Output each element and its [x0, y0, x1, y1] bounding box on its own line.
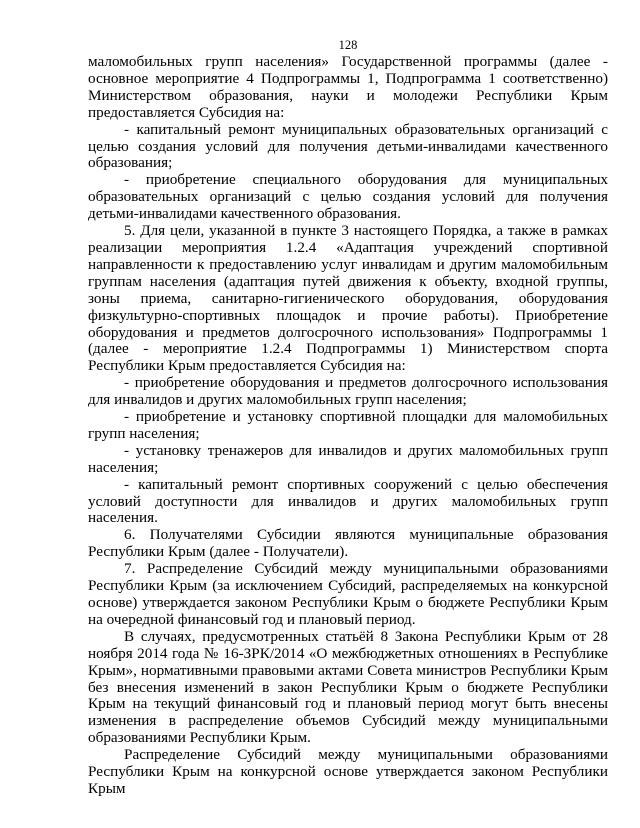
list-item-equipment-purchase: - приобретение оборудования и предметов долгосрочного использования для инвалидов и других маломобильных групп населения;: [88, 374, 608, 409]
paragraph-6: 6. Получателями Субсидии являются муниципальные образования Республики Крым (далее - Получатели).: [88, 526, 608, 561]
paragraph-7: 7. Распределение Субсидий между муниципальными образованиями Республики Крым (за исключением Субсидий, распределяемых на конкурсной основе) утверждается законом Республики Крым о бюджете Республики Крым на очередной финансовый год и плановый период.: [88, 560, 608, 628]
paragraph-cases: В случаях, предусмотренных статьёй 8 Закона Республики Крым от 28 ноября 2014 года № 16-ЗРК/2014 «О межбюджетных отношениях в Республике Крым», нормативными правовыми актами Совета министров Республики Крым без внесения изменений в закон Республики Крым о бюджете Республики Крым на текущий финансовый год и плановый период могут быть внесены изменения в распределение объемов Субсидий между муниципальными образованиями Республики Крым.: [88, 627, 608, 747]
paragraph-continuation: маломобильных групп населения» Государственной программы (далее - основное мероприятие 4 Подпрограммы 1, Подпрограмма 1 соответственно) Министерством образования, науки и молодежи Республики Крым предоставляется Субсидия на:: [88, 53, 608, 121]
paragraph-distribution: Распределение Субсидий между муниципальными образованиями Республики Крым на конкурсной основе утверждается законом Республики Крым: [88, 746, 608, 797]
page-number: 128: [338, 38, 358, 52]
list-item-sports-ground: - приобретение и установку спортивной площадки для маломобильных групп населения;: [88, 408, 608, 442]
paragraph-5: 5. Для цели, указанной в пункте 3 настоящего Порядка, а также в рамках реализации мероприятия 1.2.4 «Адаптация учреждений спортивной направленности к предоставлению услуг инвалидам и другим маломобильным группам населения (адаптация путей движения к объекту, входной группы, зоны приема, санитарно-гигиенического оборудования, оборудования физкультурно-спортивных площадок и прочие работы). Приобретение оборудования и предметов долгосрочного использования» Подпрограммы 1 (далее - мероприятие 1.2.4 Подпрограммы 1) Министерством спорта Республики Крым предоставляется Субсидия на:: [88, 222, 608, 375]
list-item-capital-repair: - капитальный ремонт муниципальных образовательных организаций с целью создания условий для получения детьми-инвалидами качественного образования;: [88, 120, 608, 172]
list-item-sports-facilities: - капитальный ремонт спортивных сооружений с целью обеспечения условий доступности для инвалидов и других маломобильных групп населения.: [88, 475, 608, 527]
list-item-special-equipment: - приобретение специального оборудования для муниципальных образовательных организаций с целью создания условий для получения детьми-инвалидами качественного образования.: [88, 171, 608, 223]
list-item-trainers: - установку тренажеров для инвалидов и других маломобильных групп населения;: [88, 441, 608, 476]
